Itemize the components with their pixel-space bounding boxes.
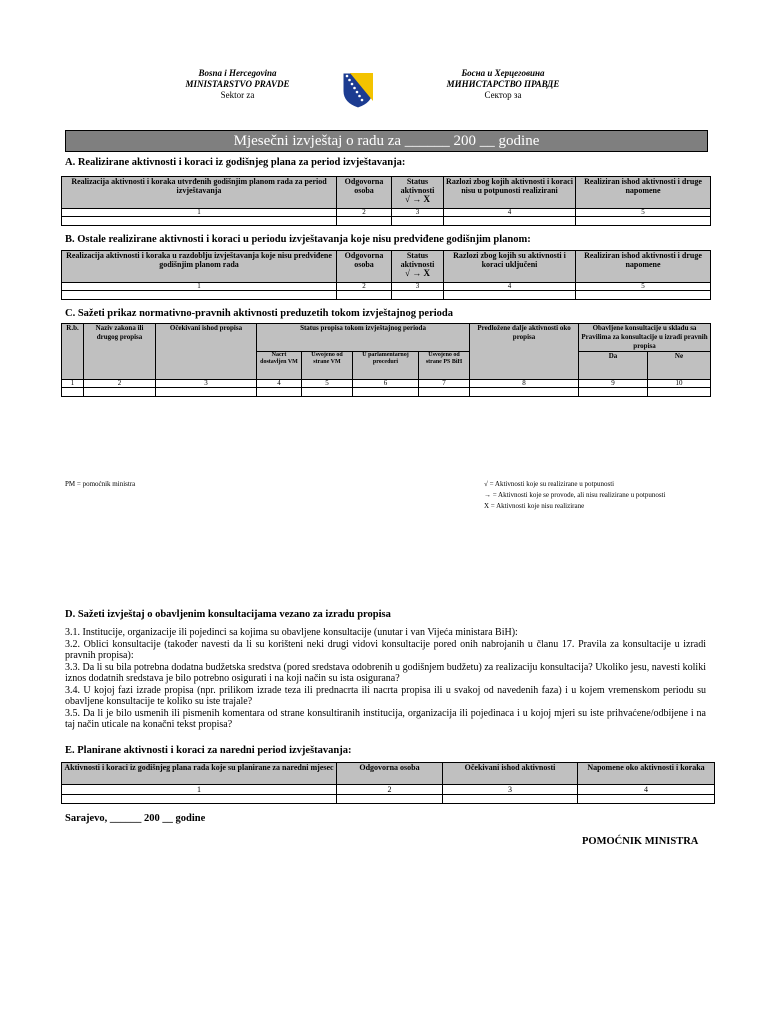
column-number: 3 <box>443 785 578 795</box>
col-header-status <box>392 251 444 283</box>
signature-label: POMOĆNIK MINISTRA <box>582 836 699 847</box>
column-number: 4 <box>444 209 576 217</box>
table-cell[interactable] <box>576 217 711 226</box>
status-label: Status aktivnosti <box>400 177 435 195</box>
table-cell[interactable] <box>156 388 257 397</box>
col-header-expected-outcome: Očekivani ishod aktivnosti <box>443 763 578 785</box>
place-date-line: Sarajevo, ______ 200 __ godine <box>65 813 206 824</box>
column-number: 5 <box>302 380 353 388</box>
country-name-cyrillic: Босна и Херцеговина <box>461 68 545 78</box>
column-number: 3 <box>392 209 444 217</box>
column-number: 1 <box>62 209 337 217</box>
col-header-realization: Realizacija aktivnosti i koraka u razdoblju izvještavanja koje nisu predviđene godišnjim planom rada <box>62 251 337 283</box>
table-cell[interactable] <box>337 291 392 300</box>
table-cell[interactable] <box>62 388 84 397</box>
column-number: 8 <box>470 380 579 388</box>
table-cell[interactable] <box>392 291 444 300</box>
col-header-outcome: Realiziran ishod aktivnosti i druge napomene <box>576 251 711 283</box>
col-header-rb: R.b. <box>62 324 84 380</box>
col-header-no: Ne <box>648 352 711 380</box>
col-header-consultations: Obavljene konsultacije u skladu sa Pravilima za konsultacije u izradi pravnih propisa <box>579 324 711 352</box>
table-cell[interactable] <box>62 291 337 300</box>
table-cell[interactable] <box>353 388 419 397</box>
column-number: 5 <box>576 209 711 217</box>
column-number: 2 <box>337 785 443 795</box>
col-header-adopted-vm: Usvojeno od strane VM <box>302 352 353 380</box>
column-number: 10 <box>648 380 711 388</box>
legend-item-in-progress: → = Aktivnosti koje se provode, ali nisu realizirane u potpunosti <box>484 491 666 499</box>
table-cell[interactable] <box>392 217 444 226</box>
consultation-item: 3.4. U kojoj fazi izrade propisa (npr. prilikom izrade teza ili prednacrta ili nacrta propisa ili u svakoj od navedenih faza) i u kojem vremenskom periodu su obavljene konsultacije te koliko su iste trajale? <box>65 684 706 707</box>
col-header-responsible: Odgovorna osoba <box>337 763 443 785</box>
status-label: Status aktivnosti <box>400 251 435 269</box>
table-cell[interactable] <box>84 388 156 397</box>
col-header-responsible: Odgovorna osoba <box>337 251 392 283</box>
column-number: 1 <box>62 283 337 291</box>
table-cell[interactable] <box>62 795 337 804</box>
column-number: 4 <box>444 283 576 291</box>
country-name-latin: Bosna i Hercegovina <box>198 68 277 78</box>
col-header-draft-submitted: Nacrt dostavljen VM <box>257 352 302 380</box>
legend-item-not-realized: X = Aktivnosti koje nisu realizirane <box>484 502 585 510</box>
ministry-name-latin: MINISTARSTVO PRAVDE <box>185 79 290 89</box>
header-left <box>160 68 315 101</box>
report-title: Mjesečni izvještaj o radu za ______ 200 __ godine <box>65 130 708 152</box>
column-number: 1 <box>62 785 337 795</box>
section-b-table <box>61 250 711 300</box>
table-cell[interactable] <box>443 795 578 804</box>
table-cell[interactable] <box>419 388 470 397</box>
section-a-table <box>61 176 711 226</box>
table-row <box>62 291 711 300</box>
column-number: 5 <box>576 283 711 291</box>
col-header-regulation-name: Naziv zakona ili drugog propisa <box>84 324 156 380</box>
table-row <box>62 217 711 226</box>
col-header-planned-activities: Aktivnosti i koraci iz godišnjeg plana rada koje su planirane za naredni mjesec <box>62 763 337 785</box>
table-cell[interactable] <box>444 291 576 300</box>
table-cell[interactable] <box>470 388 579 397</box>
table-cell[interactable] <box>648 388 711 397</box>
column-number: 3 <box>392 283 444 291</box>
pm-abbreviation-note: PM = pomoćnik ministra <box>65 480 136 488</box>
table-cell[interactable] <box>578 795 715 804</box>
col-header-reasons: Razlozi zbog kojih aktivnosti i koraci nisu u potpunosti realizirani <box>444 177 576 209</box>
table-cell[interactable] <box>257 388 302 397</box>
table-cell[interactable] <box>302 388 353 397</box>
col-header-realization: Realizacija aktivnosti i koraka utvrđenih godišnjim planom rada za period izvještavanja <box>62 177 337 209</box>
sector-label-cyrillic: Сектор за <box>484 90 522 100</box>
table-cell[interactable] <box>579 388 648 397</box>
section-e-heading: E. Planirane aktivnosti i koraci za naredni period izvještavanja: <box>65 745 352 756</box>
col-header-parliamentary: U parlamentarnoj proceduri <box>353 352 419 380</box>
status-symbols: √ → X <box>405 194 430 204</box>
consultation-item: 3.3. Da li su bila potrebna dodatna budžetska sredstva (pored sredstava odobrenih u godišnjem budžetu) za realizaciju konsultacija? Ukoliko jesu, navesti koliki iznos dodatnih sredstava je bilo potrebno osigurati i na koji način su ista osigurana? <box>65 661 706 684</box>
table-cell[interactable] <box>337 217 392 226</box>
header-right <box>428 68 578 101</box>
section-d-items <box>65 627 706 731</box>
column-number: 4 <box>578 785 715 795</box>
table-cell[interactable] <box>337 795 443 804</box>
column-number: 2 <box>337 209 392 217</box>
column-number: 1 <box>62 380 84 388</box>
coat-of-arms-icon <box>341 71 375 109</box>
col-header-yes: Da <box>579 352 648 380</box>
col-header-reasons: Razlozi zbog kojih su aktivnosti i koraci uključeni <box>444 251 576 283</box>
table-cell[interactable] <box>576 291 711 300</box>
column-number: 3 <box>156 380 257 388</box>
section-c-table <box>61 323 711 397</box>
section-c-heading: C. Sažeti prikaz normativno-pravnih aktivnosti preduzetih tokom izvještajnog perioda <box>65 308 454 319</box>
col-header-further-activities: Predložene dalje aktivnosti oko propisa <box>470 324 579 380</box>
col-header-adopted-ps: Usvojeno od strane PS BiH <box>419 352 470 380</box>
col-header-expected-outcome: Očekivani ishod propisa <box>156 324 257 380</box>
consultation-item: 3.1. Institucije, organizacije ili pojedinci sa kojima su obavljene konsultacije (unutar i van Vijeća ministara BiH): <box>65 627 518 638</box>
legend-item-completed: √ = Aktivnosti koje su realizirane u potpunosti <box>484 480 615 488</box>
col-header-notes: Napomene oko aktivnosti i koraka <box>578 763 715 785</box>
column-number: 2 <box>337 283 392 291</box>
status-legend <box>484 479 724 512</box>
ministry-name-cyrillic: МИНИСТАРСТВО ПРАВДЕ <box>446 79 560 89</box>
section-d-heading: D. Sažeti izvještaj o obavljenim konsultacijama vezano za izradu propisa <box>65 609 391 620</box>
sector-label-latin: Sektor za <box>220 90 255 100</box>
column-number: 4 <box>257 380 302 388</box>
status-symbols: √ → X <box>405 268 430 278</box>
section-b-heading: B. Ostale realizirane aktivnosti i koraci u periodu izvještavanja koje nisu predviđene godišnjim planom: <box>65 234 531 245</box>
section-e-table <box>61 762 715 804</box>
table-row <box>62 795 715 804</box>
table-cell[interactable] <box>62 217 337 226</box>
col-header-regulation-status: Status propisa tokom izvještajnog perioda <box>257 324 470 352</box>
column-number: 2 <box>84 380 156 388</box>
section-a-heading: A. Realizirane aktivnosti i koraci iz godišnjeg plana za period izvještavanja: <box>65 157 406 168</box>
column-number: 6 <box>353 380 419 388</box>
column-number: 7 <box>419 380 470 388</box>
table-row <box>62 388 711 397</box>
consultation-item: 3.2. Oblici konsultacije (također navesti da li su korišteni neki drugi vidovi konsultacije pored onih nabrojanih u članu 17. Pravila za konsultacije u izradi pravnih propisa): <box>65 638 706 661</box>
col-header-status <box>392 177 444 209</box>
table-cell[interactable] <box>444 217 576 226</box>
column-number: 9 <box>579 380 648 388</box>
col-header-outcome: Realiziran ishod aktivnosti i druge napomene <box>576 177 711 209</box>
consultation-item: 3.5. Da li je bilo usmenih ili pismenih komentara od strane konsultiranih institucija, organizacija ili pojedinaca i u kojoj mjeri su iste prihvaćene/odbijene i na taj način uticale na konačni tekst propisa? <box>65 707 706 730</box>
col-header-responsible: Odgovorna osoba <box>337 177 392 209</box>
